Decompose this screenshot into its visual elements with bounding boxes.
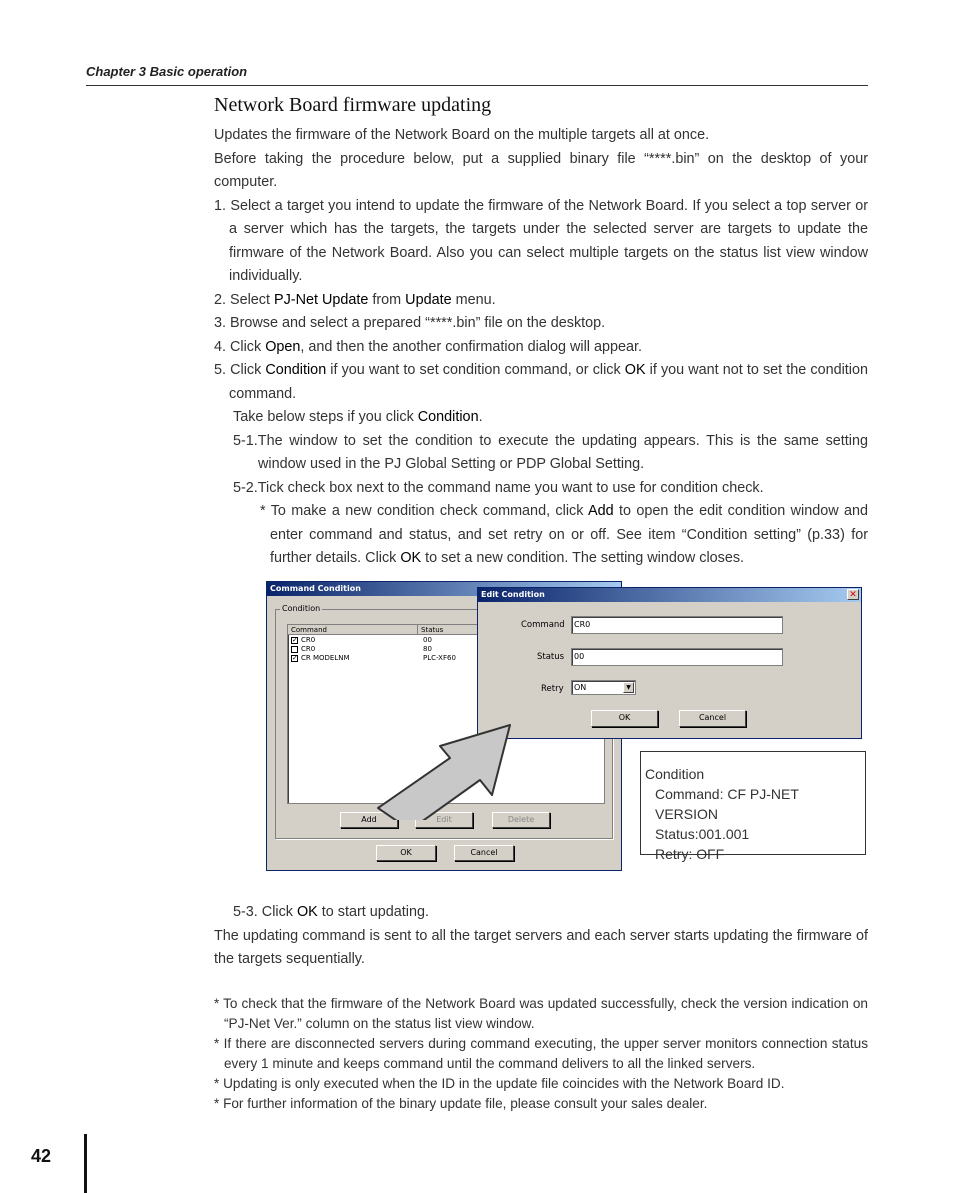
page-number-bar <box>84 1134 87 1193</box>
pointer-arrow-icon <box>370 720 520 820</box>
body-text <box>214 124 868 571</box>
prerequisite-paragraph: Before taking the procedure below, put a supplied binary file “****.bin” on the desktop of your computer. <box>214 150 868 190</box>
retry-select[interactable] <box>571 680 636 695</box>
edit-condition-title: Edit Condition <box>481 590 545 599</box>
edit-condition-dialog <box>477 587 862 739</box>
note-item: * Updating is only executed when the ID in the update file coincides with the Network Board ID. <box>214 1076 785 1091</box>
condition-callout-command: Command: CF PJ-NET VERSION <box>655 786 799 822</box>
command-label: Command <box>521 620 565 630</box>
notes-list <box>214 994 868 1114</box>
step-5-2: 5-2.Tick check box next to the command name you want to use for condition check. <box>233 479 764 496</box>
delete-button[interactable]: Delete <box>492 812 550 828</box>
condition-callout <box>640 751 866 862</box>
checkbox[interactable] <box>291 646 298 653</box>
step-5-2-note: * To make a new condition check command, click Add to open the edit condition window and enter command and status, and set retry on or off. See item “Condition setting” (p.33) for further details. Click OK to set a new condition. The setting window closes. <box>260 503 868 566</box>
row-command: CR0 <box>301 636 316 644</box>
checkbox[interactable]: ✓ <box>292 636 298 644</box>
row-command: CR MODELNM <box>301 654 350 662</box>
note-item: * To check that the firmware of the Network Board was updated successfully, check the version indication on “PJ-Net Ver.” column on the status list view window. <box>214 996 868 1031</box>
step-4: 4. Click Open, and then the another confirmation dialog will appear. <box>214 338 643 355</box>
intro-paragraph: Updates the firmware of the Network Board on the multiple targets all at once. <box>214 127 710 143</box>
section-title: Network Board firmware updating <box>214 94 492 116</box>
ok-button[interactable]: OK <box>376 845 436 861</box>
column-header-status[interactable]: Status <box>418 625 604 635</box>
retry-label: Retry <box>541 684 564 694</box>
after-figure-text <box>214 901 868 972</box>
condition-callout-status: Status:001.001 <box>655 826 750 842</box>
condition-callout-heading: Condition <box>645 766 705 782</box>
step-1: 1. Select a target you intend to update the firmware of the Network Board. If you select a top server or a server which has the targets, the targets under the selected server are targets to update the firmware of the Network Board. Also you can select multiple targets on the status list view window individually. <box>214 197 868 284</box>
close-icon[interactable]: ✕ <box>847 589 859 600</box>
note-item: * For further information of the binary update file, please consult your sales dealer. <box>214 1096 708 1111</box>
page-number: 42 <box>31 1146 52 1166</box>
cancel-button[interactable]: Cancel <box>454 845 514 861</box>
step-5-3: 5-3. Click OK to start updating. <box>233 904 429 920</box>
step-2: 2. Select PJ-Net Update from Update menu. <box>214 291 496 308</box>
ok-button[interactable]: OK <box>591 710 658 727</box>
column-header-command[interactable]: Command <box>288 625 418 635</box>
header-rule <box>86 85 868 86</box>
retry-value: ON <box>574 683 587 692</box>
checkbox[interactable]: ✓ <box>292 654 298 662</box>
edit-button[interactable]: Edit <box>415 812 473 828</box>
row-status: PLC-XF60 <box>423 654 456 662</box>
add-button[interactable]: Add <box>340 812 398 828</box>
final-paragraph: The updating command is sent to all the target servers and each server starts updating the firmware of the targets sequentially. <box>214 927 868 967</box>
chapter-header: Chapter 3 Basic operation <box>86 64 248 79</box>
row-command: CR0 <box>301 645 316 653</box>
condition-group-label: Condition <box>282 604 321 613</box>
step-3: 3. Browse and select a prepared “****.bin” file on the desktop. <box>214 315 606 331</box>
row-status: 00 <box>423 636 432 644</box>
command-field[interactable]: CR0 <box>571 616 783 634</box>
step-5-take-note: Take below steps if you click Condition. <box>233 409 483 425</box>
status-label: Status <box>537 652 565 662</box>
step-5-1: 5-1.The window to set the condition to execute the updating appears. This is the same setting window used in the PJ Global Setting or PDP Global Setting. <box>233 432 868 472</box>
command-condition-titlebar[interactable]: Command Condition <box>267 582 621 596</box>
note-item: * If there are disconnected servers during command executing, the upper server monitors connection status every 1 minute and keeps command until the command delivers to all the linked servers. <box>214 1036 868 1071</box>
chevron-down-icon[interactable]: ▼ <box>623 682 634 693</box>
step-5: 5. Click Condition if you want to set condition command, or click OK if you want not to set the condition command. <box>214 362 868 402</box>
edit-condition-titlebar[interactable] <box>478 588 861 602</box>
condition-callout-retry: Retry: OFF <box>655 846 725 862</box>
status-field[interactable]: 00 <box>571 648 783 666</box>
row-status: 80 <box>423 645 432 653</box>
cancel-button[interactable]: Cancel <box>679 710 746 727</box>
